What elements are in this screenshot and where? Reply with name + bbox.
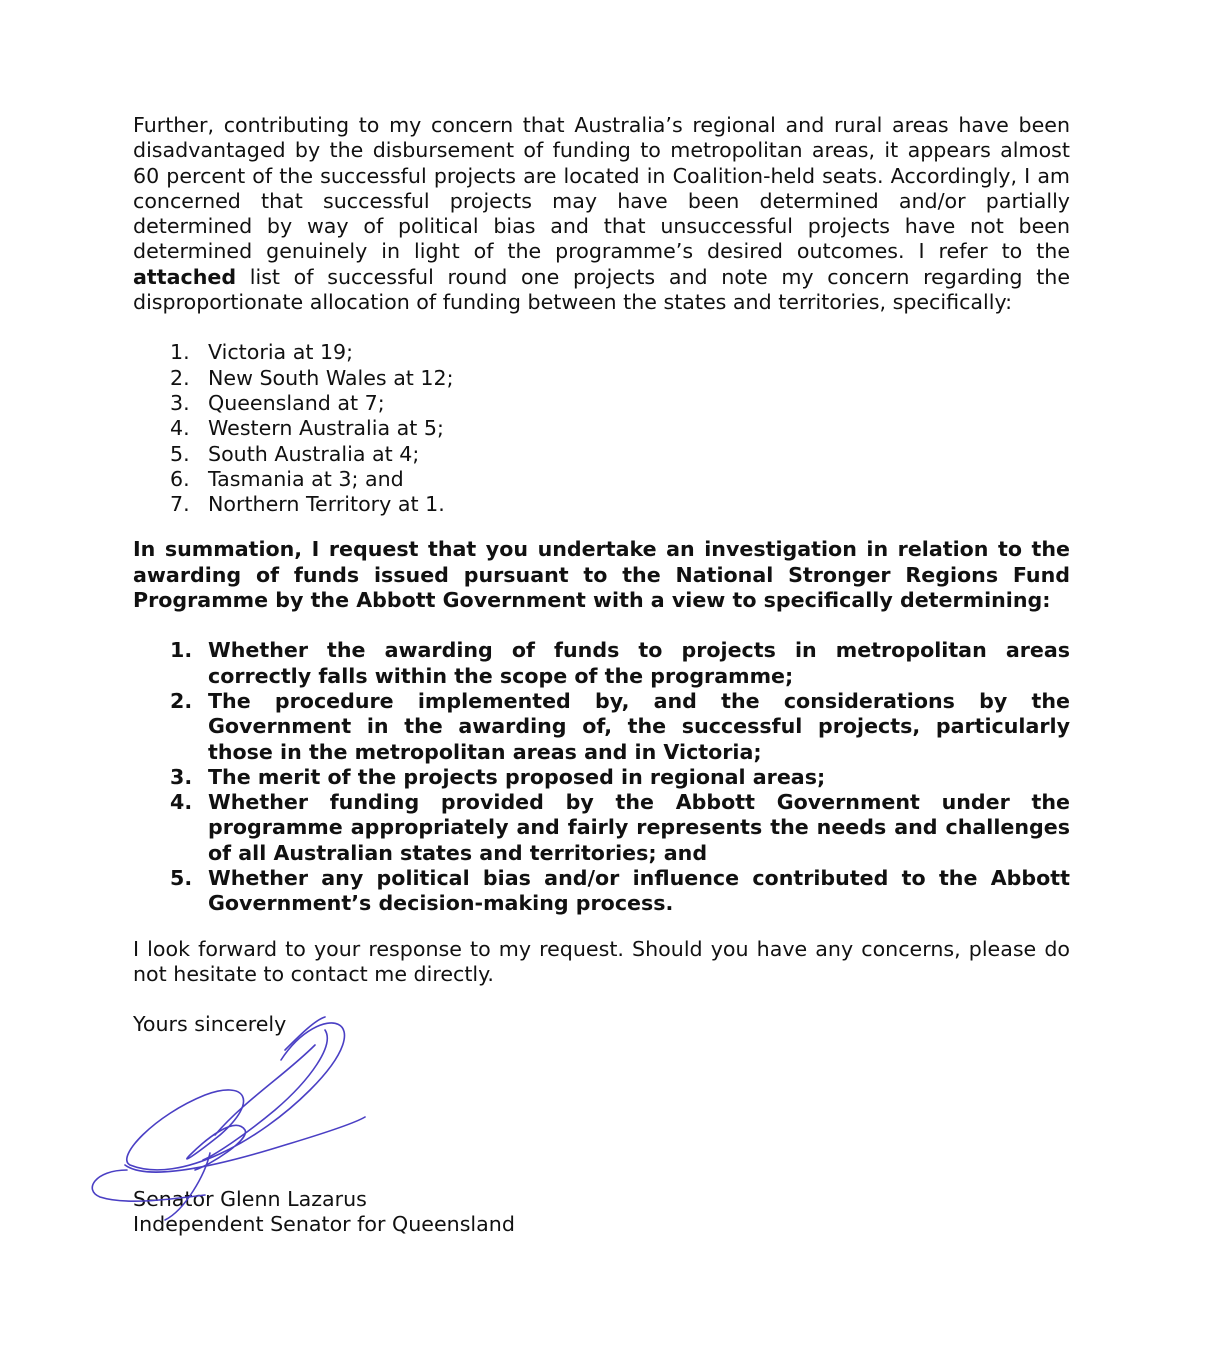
list-number: 5. xyxy=(170,441,190,466)
list-text: The procedure implemented by, and the considerations by the Government in the awarding of, the successful projects, particularly those in the metropolitan areas and in Victoria; xyxy=(208,688,1070,764)
list-text: Whether funding provided by the Abbott Government under the programme appropriately and fairly represents the needs and challenges of all Australian states and territories; and xyxy=(208,790,1070,865)
intro-text-before: Further, contributing to my concern that Australia’s regional and rural areas have been disadvantaged by the disbursement of funding to metropolitan areas, it appears almost 60 percent of the successful projects are located in Coalition-held seats. Accordingly, I am concerned that successful projects may have been determined and/or partially determined by way of political bias and that unsuccessful projects have not been determined genuinely in light of the programme’s desired outcomes. I refer to the xyxy=(133,113,1070,264)
list-text: South Australia at 4; xyxy=(208,441,420,466)
list-number: 4. xyxy=(170,416,190,441)
list-text: The merit of the projects proposed in regional areas; xyxy=(208,764,826,789)
closing-paragraph: I look forward to your response to my request. Should you have any concerns, please do not hesitate to contact me directly. xyxy=(133,936,1070,986)
list-number: 6. xyxy=(170,466,190,491)
list-number: 1. xyxy=(170,638,193,663)
list-item xyxy=(133,765,1070,790)
states-list xyxy=(133,340,1070,517)
list-item xyxy=(133,492,1070,517)
list-text: Victoria at 19; xyxy=(208,340,354,365)
list-number: 2. xyxy=(170,688,193,713)
list-number: 5. xyxy=(170,866,193,891)
signatory-title: Independent Senator for Queensland xyxy=(133,1211,515,1236)
list-item xyxy=(133,391,1070,416)
list-item xyxy=(133,340,1070,365)
list-item xyxy=(133,689,1070,765)
list-text: Tasmania at 3; and xyxy=(208,466,404,491)
requests-list xyxy=(133,638,1070,916)
attached-emphasis: attached xyxy=(133,264,237,289)
list-item xyxy=(133,790,1070,866)
list-text: Queensland at 7; xyxy=(208,390,385,415)
list-item xyxy=(133,442,1070,467)
list-number: 1. xyxy=(170,340,190,365)
list-item xyxy=(133,866,1070,917)
signatory-name: Senator Glenn Lazarus xyxy=(133,1186,367,1211)
list-text: New South Wales at 12; xyxy=(208,365,454,390)
list-number: 3. xyxy=(170,764,193,789)
intro-paragraph xyxy=(133,113,1070,315)
list-number: 4. xyxy=(170,790,193,815)
list-text: Whether the awarding of funds to projects in metropolitan areas correctly falls within the scope of the programme; xyxy=(208,638,1070,688)
intro-text-after: list of successful round one projects and note my concern regarding the disproportionate allocation of funding between the states and territories, specifically: xyxy=(133,264,1070,315)
list-number: 3. xyxy=(170,390,190,415)
list-number: 2. xyxy=(170,365,190,390)
list-text: Western Australia at 5; xyxy=(208,416,444,441)
list-item xyxy=(133,366,1070,391)
list-text: Whether any political bias and/or influence contributed to the Abbott Government’s decision-making process. xyxy=(208,866,1070,916)
handwritten-signature xyxy=(85,1005,375,1230)
signature-strokes xyxy=(92,1017,365,1220)
summation-paragraph: In summation, I request that you undertake an investigation in relation to the awarding of funds issued pursuant to the National Stronger Regions Fund Programme by the Abbott Government with a view to specifically determining: xyxy=(133,537,1070,613)
list-item xyxy=(133,467,1070,492)
list-item xyxy=(133,416,1070,441)
list-number: 7. xyxy=(170,492,190,517)
valediction: Yours sincerely xyxy=(133,1012,287,1037)
list-text: Northern Territory at 1. xyxy=(208,492,445,517)
list-item xyxy=(133,638,1070,689)
